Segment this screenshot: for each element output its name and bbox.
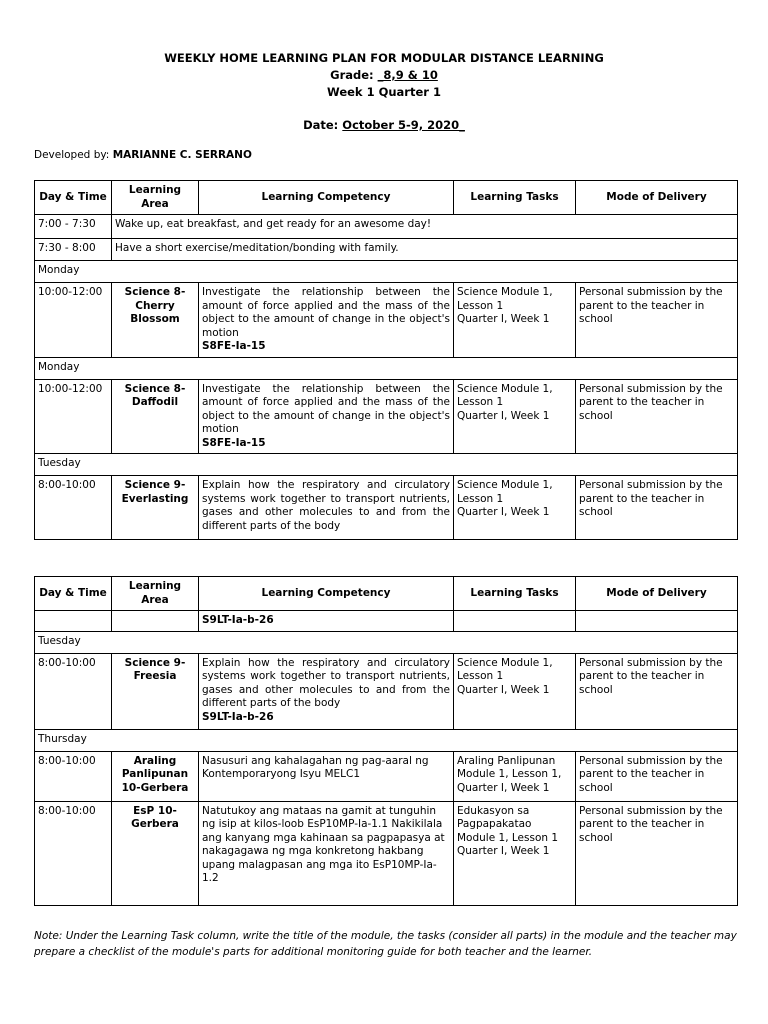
- table-header-row: [35, 577, 738, 611]
- table-row: [35, 801, 738, 905]
- row-activity: Have a short exercise/meditation/bonding with family.: [112, 239, 738, 261]
- row-time: 7:00 - 7:30: [35, 215, 112, 239]
- row-competency: [199, 283, 454, 358]
- document-header: [0, 50, 768, 134]
- footnote: Note: Under the Learning Task column, write the title of the module, the tasks (consider all parts) in the module and the teacher may prepare a checklist of the module's parts for additional monitoring guide for both teacher and the learner.: [34, 930, 737, 958]
- row-competency: Explain how the respiratory and circulatory systems work together to transport nutrients, gases and other molecules to and from the different parts of the body: [199, 476, 454, 540]
- table-row: [35, 239, 738, 261]
- row-mode: Personal submission by the parent to the teacher in school: [576, 379, 738, 454]
- row-tasks: [454, 611, 576, 632]
- table-row: [35, 215, 738, 239]
- col-mode-of-delivery: Mode of Delivery: [576, 577, 738, 611]
- grade-line: [0, 67, 768, 84]
- table-row: [35, 379, 738, 454]
- day-label: Tuesday: [35, 454, 738, 476]
- row-time: 7:30 - 8:00: [35, 239, 112, 261]
- competency-code: EsP10MP-Ia-1.2: [202, 858, 437, 884]
- row-area: EsP 10- Gerbera: [112, 801, 199, 905]
- row-competency: [199, 653, 454, 729]
- col-mode-of-delivery: Mode of Delivery: [576, 181, 738, 215]
- row-competency: [199, 801, 454, 905]
- table-row: [35, 653, 738, 729]
- day-label: Monday: [35, 357, 738, 379]
- task-module: Science Module 1, Lesson 1: [457, 656, 553, 682]
- row-tasks: [454, 379, 576, 454]
- competency-text: Explain how the respiratory and circulatory systems work together to transport nutrients, gases and other molecules to and from the different parts of the body: [202, 656, 450, 709]
- day-label: Thursday: [35, 729, 738, 751]
- date-value: October 5-9, 2020_: [342, 118, 465, 132]
- row-area: Science 9- Everlasting: [112, 476, 199, 540]
- row-time: 8:00-10:00: [35, 476, 112, 540]
- row-tasks: [454, 653, 576, 729]
- developer-label: Developed by:: [34, 149, 110, 161]
- row-mode: Personal submission by the parent to the teacher in school: [576, 801, 738, 905]
- competency-text: Investigate the relationship between the amount of force applied and the mass of the object to the amount of change in the object's motion: [202, 286, 450, 339]
- grade-label: Grade:: [330, 68, 374, 82]
- competency-text: Natutukoy ang mataas na gamit at tunguhin ng isip at kilos-loob: [202, 804, 437, 830]
- day-row: [35, 261, 738, 283]
- competency-text: Nakikilala ang kanyang mga kahinaan sa pagpapasya at nakagagawa ng mga konkretong hakbang upang malagpasan ang mga ito: [202, 818, 445, 871]
- competency-text: Nasusuri ang kahalagahan ng pag-aaral ng Kontemporaryong Isyu: [202, 754, 429, 780]
- developer-line: [34, 149, 252, 161]
- day-label: Tuesday: [35, 631, 738, 653]
- row-tasks: Araling Panlipunan Module 1, Lesson 1, Quarter I, Week 1: [454, 751, 576, 801]
- row-competency: [199, 611, 454, 632]
- competency-code: S8FE-Ia-15: [202, 436, 266, 449]
- row-competency: [199, 379, 454, 454]
- row-time: 10:00-12:00: [35, 283, 112, 358]
- date-line: [0, 117, 768, 134]
- day-row: [35, 631, 738, 653]
- competency-code: MELC1: [324, 768, 361, 780]
- day-row: [35, 729, 738, 751]
- task-quarter: Quarter I, Week 1: [457, 409, 550, 422]
- table-header-row: [35, 181, 738, 215]
- task-quarter: Quarter I, Week 1: [457, 313, 550, 325]
- row-time: 10:00-12:00: [35, 379, 112, 454]
- day-label: Monday: [35, 261, 738, 283]
- plan-table-2: [34, 576, 738, 906]
- row-activity: Wake up, eat breakfast, and get ready for an awesome day!: [112, 215, 738, 239]
- day-row: [35, 357, 738, 379]
- row-time: 8:00-10:00: [35, 801, 112, 905]
- table-row: [35, 283, 738, 358]
- row-area: Science 8- Daffodil: [112, 379, 199, 454]
- table-row: [35, 611, 738, 632]
- competency-code: S9LT-Ia-b-26: [202, 614, 274, 626]
- task-quarter: Quarter I, Week 1: [457, 683, 550, 696]
- document-title: WEEKLY HOME LEARNING PLAN FOR MODULAR DISTANCE LEARNING: [164, 51, 604, 65]
- task-quarter: Quarter I, Week 1: [457, 506, 550, 518]
- row-mode: Personal submission by the parent to the teacher in school: [576, 476, 738, 540]
- col-learning-tasks: Learning Tasks: [454, 181, 576, 215]
- row-tasks: [454, 476, 576, 540]
- row-area: Science 8- Cherry Blossom: [112, 283, 199, 358]
- row-mode: Personal submission by the parent to the teacher in school: [576, 751, 738, 801]
- row-area: Science 9- Freesia: [112, 653, 199, 729]
- competency-code: S9LT-Ia-b-26: [202, 710, 274, 723]
- col-day-time: Day & Time: [35, 577, 112, 611]
- date-label: Date:: [303, 118, 339, 132]
- row-time: [35, 611, 112, 632]
- week-line: Week 1 Quarter 1: [327, 85, 441, 99]
- col-learning-tasks: Learning Tasks: [454, 577, 576, 611]
- task-module: Science Module 1, Lesson 1: [457, 286, 553, 312]
- developer-name: MARIANNE C. SERRANO: [112, 149, 252, 161]
- col-day-time: Day & Time: [35, 181, 112, 215]
- col-learning-competency: Learning Competency: [199, 181, 454, 215]
- row-area: [112, 611, 199, 632]
- row-time: 8:00-10:00: [35, 751, 112, 801]
- row-time: 8:00-10:00: [35, 653, 112, 729]
- grade-value: _8,9 & 10: [377, 68, 438, 82]
- col-learning-area: Learning Area: [112, 577, 199, 611]
- row-mode: [576, 611, 738, 632]
- row-mode: Personal submission by the parent to the teacher in school: [576, 653, 738, 729]
- plan-table-1: [34, 180, 738, 540]
- col-learning-area: Learning Area: [112, 181, 199, 215]
- row-tasks: [454, 283, 576, 358]
- table-row: [35, 476, 738, 540]
- task-module: Science Module 1, Lesson 1: [457, 382, 553, 408]
- competency-code: S8FE-Ia-15: [202, 340, 266, 352]
- row-tasks: Edukasyon sa Pagpapakatao Module 1, Lesson 1 Quarter I, Week 1: [454, 801, 576, 905]
- task-module: Science Module 1, Lesson 1: [457, 479, 553, 505]
- day-row: [35, 454, 738, 476]
- row-area: Araling Panlipunan 10-Gerbera: [112, 751, 199, 801]
- row-mode: Personal submission by the parent to the teacher in school: [576, 283, 738, 358]
- col-learning-competency: Learning Competency: [199, 577, 454, 611]
- competency-code: EsP10MP-Ia-1.1: [307, 818, 388, 830]
- table-row: [35, 751, 738, 801]
- competency-text: Investigate the relationship between the amount of force applied and the mass of the object to the amount of change in the object's motion: [202, 382, 450, 435]
- row-competency: [199, 751, 454, 801]
